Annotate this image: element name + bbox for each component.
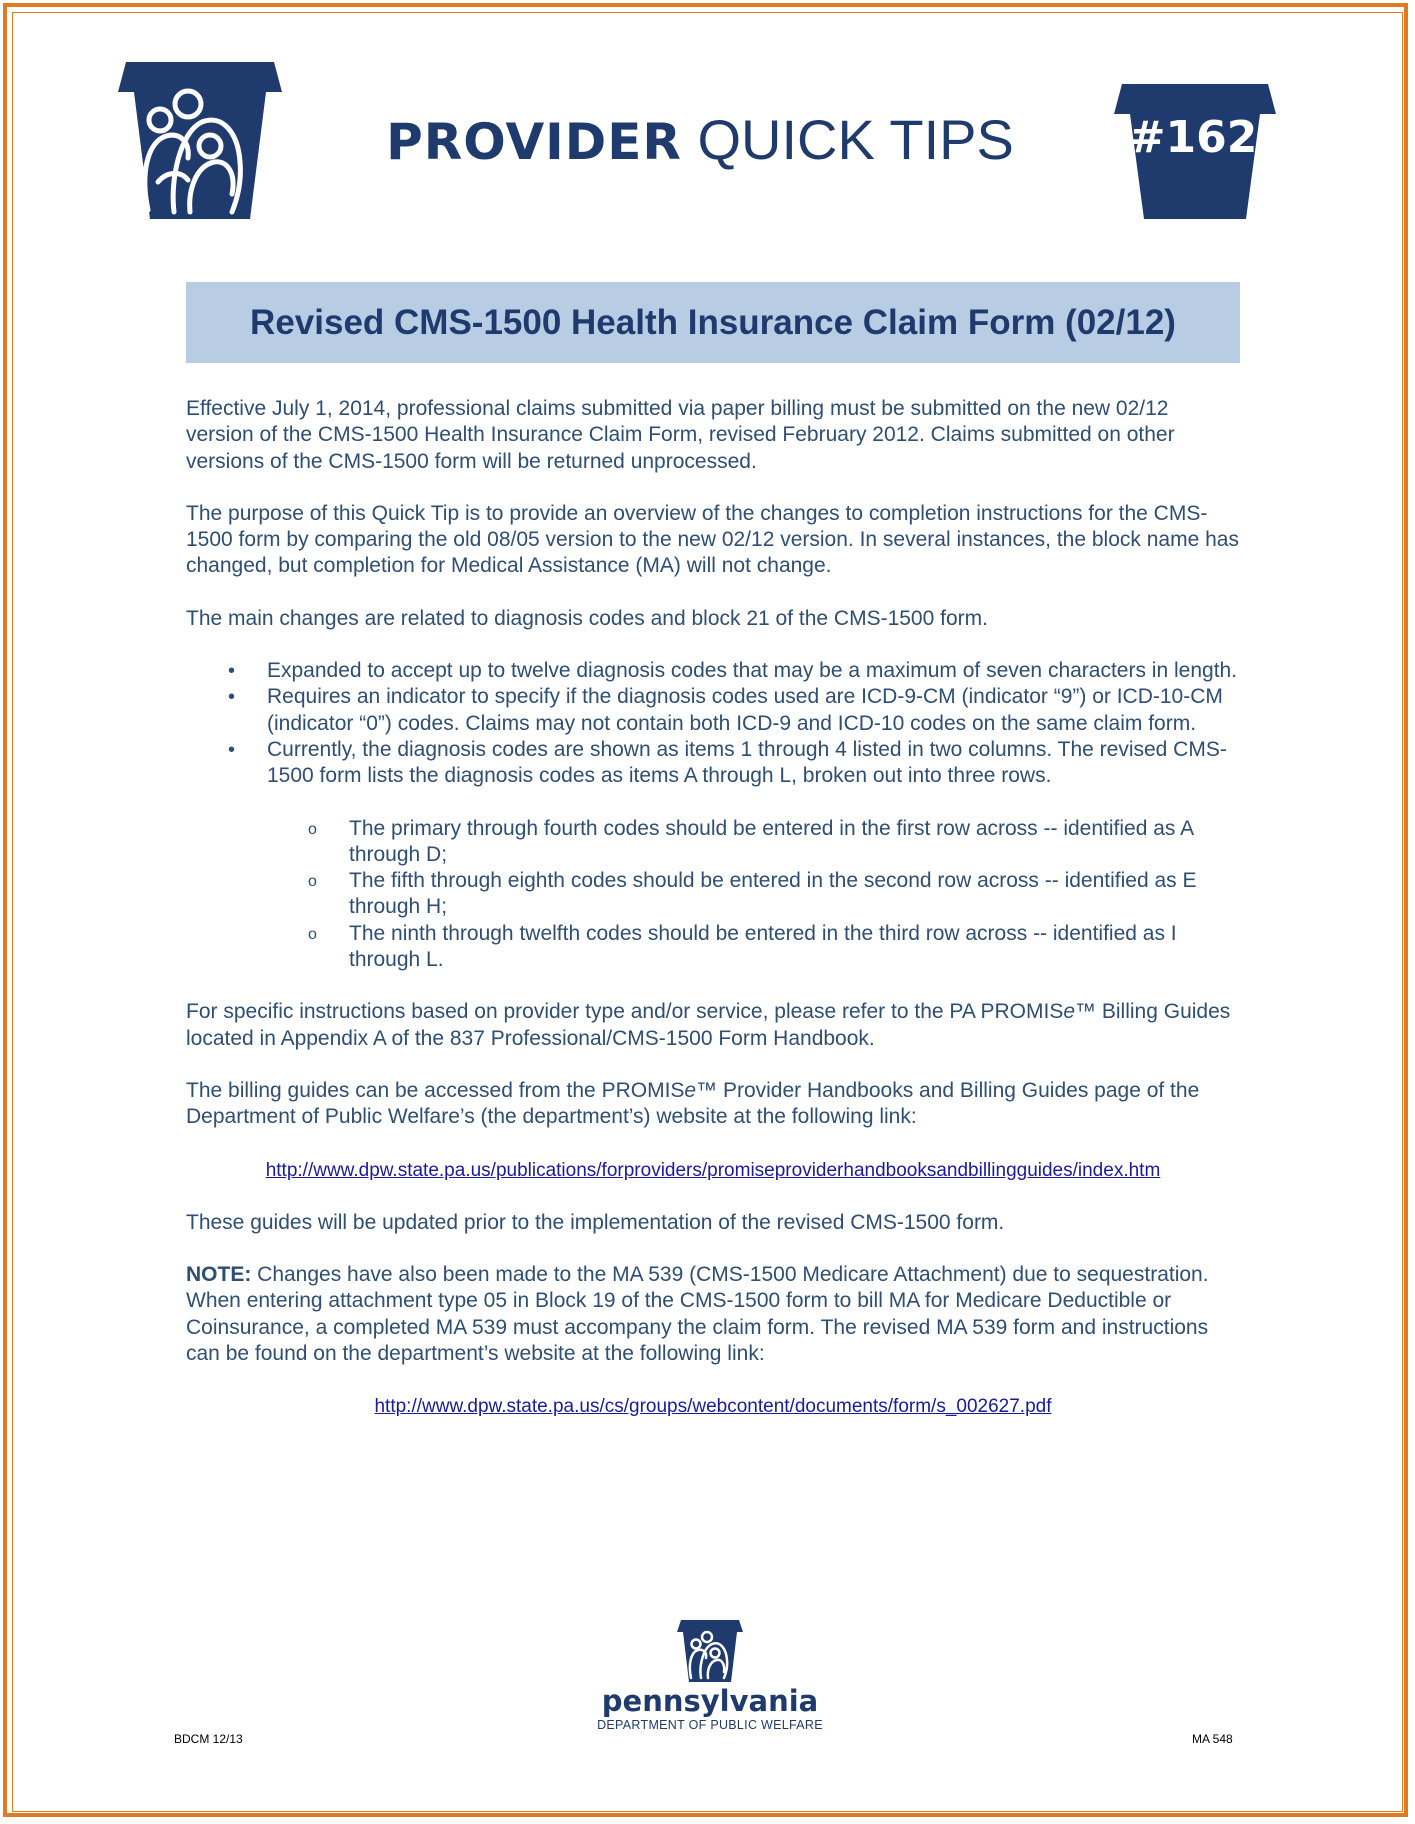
tip-number-badge: #162	[1128, 112, 1258, 163]
text-run: The billing guides can be accessed from the PROMIS	[186, 1078, 685, 1102]
keystone-family-logo-icon	[118, 62, 282, 219]
document-body	[186, 396, 1240, 1447]
bullet-item: • Requires an indicator to specify if the diagnosis codes used are ICD-9-CM (indicator “9”) or ICD-10-CM (indicator “0”) codes. Claims may not contain both ICD-9 and ICD-10 codes on the same claim form.	[186, 684, 1240, 737]
sub-bullet-item: o The fifth through eighth codes should be entered in the second row across -- identified as E through H;	[186, 868, 1240, 921]
link-row-handbooks	[186, 1157, 1240, 1184]
note-text: Changes have also been made to the MA 539 (CMS-1500 Medicare Attachment) due to sequestration. When entering attachment type 05 in Block 19 of the CMS-1500 form to bill MA for Medicare Deductible or Coinsurance, a completed MA 539 must accompany the claim form. The revised MA 539 form and instructions can be found on the department’s website at the following link:	[186, 1263, 1209, 1366]
document-title: Revised CMS-1500 Health Insurance Claim Form (02/12)	[250, 302, 1176, 342]
paragraph-guides-update: These guides will be updated prior to the implementation of the revised CMS-1500 form.	[186, 1210, 1005, 1234]
paragraph-purpose: The purpose of this Quick Tip is to provide an overview of the changes to completion instructions for the CMS-1500 form by comparing the old 08/05 version to the new 02/12 version. In several instances, the block name has changed, but completion for Medical Assistance (MA) will not change.	[186, 501, 1239, 578]
note-label: NOTE:	[186, 1263, 252, 1287]
text-run: e	[1063, 1000, 1076, 1024]
text-run: e	[684, 1078, 697, 1102]
pennsylvania-wordmark: pennsylvania	[601, 1684, 819, 1718]
paragraph-access-guides	[186, 1078, 1240, 1131]
title-band	[186, 282, 1240, 363]
paragraph-note	[186, 1262, 1240, 1367]
small-keystone-family-icon	[580, 1620, 840, 1682]
text-run: ™ Provider Handbooks and Billing Guides page of the Department of Public Welfare’s (the department’s) website at the following link:	[186, 1078, 1200, 1129]
footer-form-number: MA 548	[1192, 1732, 1233, 1746]
header-title-light: QUICK TIPS	[697, 108, 1014, 171]
link-row-ma539	[186, 1393, 1240, 1420]
sub-bullet-item: o The ninth through twelfth codes should be entered in the third row across -- identified as I through L.	[186, 921, 1240, 974]
handbooks-link[interactable]: http://www.dpw.state.pa.us/publications/forproviders/promiseproviderhandbooksandbillingguides/index.htm	[265, 1159, 1161, 1181]
ma539-form-link[interactable]: http://www.dpw.state.pa.us/cs/groups/webcontent/documents/form/s_002627.pdf	[374, 1396, 1052, 1418]
changes-bullet-list	[186, 658, 1240, 789]
diagnosis-rows-sub-list	[186, 816, 1240, 974]
paragraph-main-changes: The main changes are related to diagnosis codes and block 21 of the CMS-1500 form.	[186, 606, 988, 630]
page-header-title	[300, 100, 1100, 182]
text-run: For specific instructions based on provider type and/or service, please refer to the PA PROMIS	[186, 1000, 1064, 1024]
footer-document-code: BDCM 12/13	[174, 1732, 243, 1746]
department-name: DEPARTMENT OF PUBLIC WELFARE	[597, 1718, 823, 1732]
bullet-item: • Currently, the diagnosis codes are shown as items 1 through 4 listed in two columns. The revised CMS-1500 form lists the diagnosis codes as items A through L, broken out into three rows.	[186, 737, 1240, 790]
paragraph-billing-guides	[186, 999, 1240, 1052]
text-run: ™ Billing Guides located in Appendix A of the 837 Professional/CMS-1500 Form Handbook.	[186, 1000, 1231, 1050]
pennsylvania-dpw-logo	[580, 1620, 840, 1732]
bullet-item: • Expanded to accept up to twelve diagnosis codes that may be a maximum of seven characters in length.	[186, 658, 1240, 684]
paragraph-effective-date: Effective July 1, 2014, professional claims submitted via paper billing must be submitted on the new 02/12 version of the CMS-1500 Health Insurance Claim Form, revised February 2012. Claims submitted on other versions of the CMS-1500 form will be returned unprocessed.	[186, 397, 1175, 473]
sub-bullet-item: o The primary through fourth codes should be entered in the first row across -- identified as A through D;	[186, 816, 1240, 869]
header-title-bold: PROVIDER	[386, 113, 682, 171]
